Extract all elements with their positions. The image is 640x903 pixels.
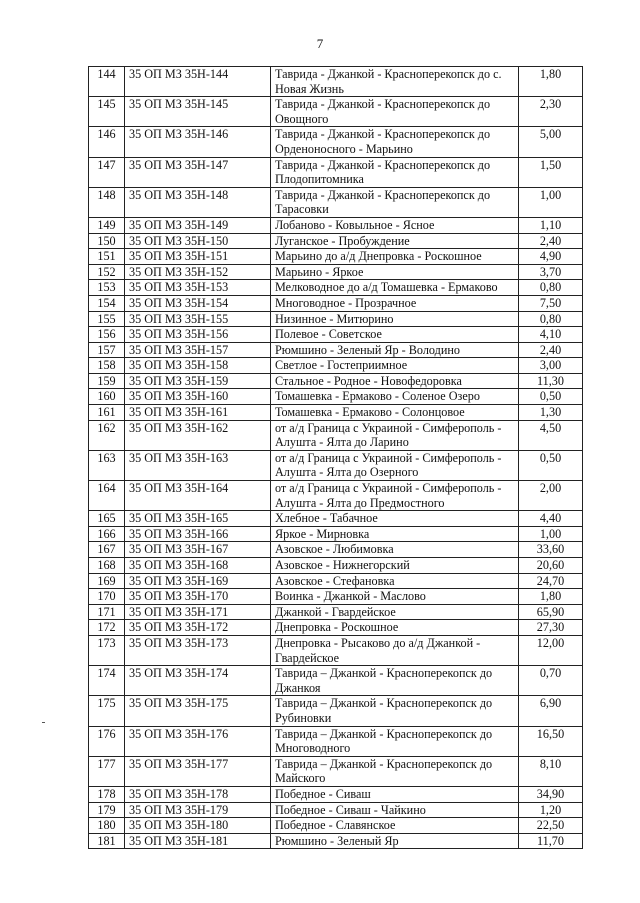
page-number: 7 (316, 36, 324, 51)
table-row (89, 389, 583, 405)
road-length-cell: 1,80 (519, 67, 583, 97)
row-number-cell: 181 (89, 833, 125, 849)
road-name-cell: Таврида - Джанкой - Красноперекопск до Плодопитомника (271, 157, 519, 187)
row-number-cell: 155 (89, 311, 125, 327)
table-row (89, 373, 583, 389)
road-length-cell: 3,00 (519, 358, 583, 374)
road-name-cell: Днепровка - Роскошное (271, 620, 519, 636)
row-number-cell: 147 (89, 157, 125, 187)
road-name-cell: Таврида – Джанкой - Красноперекопск до Многоводного (271, 726, 519, 756)
road-name-cell: Победное - Славянское (271, 818, 519, 834)
table-row (89, 802, 583, 818)
table-row (89, 311, 583, 327)
road-code-cell: 35 ОП МЗ 35Н-156 (125, 327, 271, 343)
road-length-cell: 4,40 (519, 511, 583, 527)
road-code-cell: 35 ОП МЗ 35Н-166 (125, 526, 271, 542)
road-code-cell: 35 ОП МЗ 35Н-158 (125, 358, 271, 374)
road-code-cell: 35 ОП МЗ 35Н-144 (125, 67, 271, 97)
table-row (89, 295, 583, 311)
road-length-cell: 4,90 (519, 249, 583, 265)
table-row (89, 696, 583, 726)
road-code-cell: 35 ОП МЗ 35Н-172 (125, 620, 271, 636)
row-number-cell: 159 (89, 373, 125, 389)
road-code-cell: 35 ОП МЗ 35Н-157 (125, 342, 271, 358)
road-code-cell: 35 ОП МЗ 35Н-153 (125, 280, 271, 296)
row-number-cell: 156 (89, 327, 125, 343)
road-name-cell: Луганское - Пробуждение (271, 233, 519, 249)
row-number-cell: 152 (89, 264, 125, 280)
road-name-cell: Таврида - Джанкой - Красноперекопск до с. Новая Жизнь (271, 67, 519, 97)
road-name-cell: Многоводное - Прозрачное (271, 295, 519, 311)
road-code-cell: 35 ОП МЗ 35Н-151 (125, 249, 271, 265)
road-code-cell: 35 ОП МЗ 35Н-159 (125, 373, 271, 389)
table-row (89, 157, 583, 187)
road-length-cell: 7,50 (519, 295, 583, 311)
row-number-cell: 144 (89, 67, 125, 97)
road-length-cell: 3,70 (519, 264, 583, 280)
road-name-cell: Рюмшино - Зеленый Яр (271, 833, 519, 849)
road-code-cell: 35 ОП МЗ 35Н-152 (125, 264, 271, 280)
road-code-cell: 35 ОП МЗ 35Н-179 (125, 802, 271, 818)
road-code-cell: 35 ОП МЗ 35Н-162 (125, 420, 271, 450)
road-code-cell: 35 ОП МЗ 35Н-177 (125, 756, 271, 786)
row-number-cell: 145 (89, 97, 125, 127)
road-length-cell: 16,50 (519, 726, 583, 756)
road-name-cell: Таврида – Джанкой - Красноперекопск до Майского (271, 756, 519, 786)
road-name-cell: от а/д Граница с Украиной - Симферополь - Алушта - Ялта до Озерного (271, 450, 519, 480)
road-code-cell: 35 ОП МЗ 35Н-150 (125, 233, 271, 249)
road-code-cell: 35 ОП МЗ 35Н-155 (125, 311, 271, 327)
road-code-cell: 35 ОП МЗ 35Н-148 (125, 187, 271, 217)
road-name-cell: Марьино до а/д Днепровка - Роскошное (271, 249, 519, 265)
road-name-cell: Джанкой - Гвардейское (271, 604, 519, 620)
road-name-cell: Победное - Сиваш - Чайкино (271, 802, 519, 818)
road-name-cell: Марьино - Яркое (271, 264, 519, 280)
road-length-cell: 24,70 (519, 573, 583, 589)
road-length-cell: 8,10 (519, 756, 583, 786)
table-row (89, 481, 583, 511)
row-number-cell: 162 (89, 420, 125, 450)
table-row (89, 635, 583, 665)
road-name-cell: Полевое - Советское (271, 327, 519, 343)
table-row (89, 818, 583, 834)
road-length-cell: 5,00 (519, 127, 583, 157)
road-code-cell: 35 ОП МЗ 35Н-167 (125, 542, 271, 558)
row-number-cell: 154 (89, 295, 125, 311)
road-code-cell: 35 ОП МЗ 35Н-170 (125, 589, 271, 605)
scan-speck (42, 722, 45, 723)
table-row (89, 511, 583, 527)
road-name-cell: Азовское - Стефановка (271, 573, 519, 589)
table-row (89, 726, 583, 756)
road-code-cell: 35 ОП МЗ 35Н-161 (125, 405, 271, 421)
road-name-cell: Таврида – Джанкой - Красноперекопск до Рубиновки (271, 696, 519, 726)
roads-table-body (89, 67, 583, 849)
table-row (89, 786, 583, 802)
row-number-cell: 172 (89, 620, 125, 636)
table-row (89, 405, 583, 421)
road-length-cell: 1,50 (519, 157, 583, 187)
road-length-cell: 2,00 (519, 481, 583, 511)
road-length-cell: 11,30 (519, 373, 583, 389)
road-code-cell: 35 ОП МЗ 35Н-173 (125, 635, 271, 665)
road-code-cell: 35 ОП МЗ 35Н-149 (125, 217, 271, 233)
table-row (89, 450, 583, 480)
table-row (89, 558, 583, 574)
table-row (89, 233, 583, 249)
road-code-cell: 35 ОП МЗ 35Н-169 (125, 573, 271, 589)
table-row (89, 420, 583, 450)
row-number-cell: 157 (89, 342, 125, 358)
road-code-cell: 35 ОП МЗ 35Н-160 (125, 389, 271, 405)
table-row (89, 67, 583, 97)
row-number-cell: 161 (89, 405, 125, 421)
road-name-cell: Победное - Сиваш (271, 786, 519, 802)
road-name-cell: Днепровка - Рысаково до а/д Джанкой - Гвардейское (271, 635, 519, 665)
road-length-cell: 1,00 (519, 526, 583, 542)
road-code-cell: 35 ОП МЗ 35Н-174 (125, 666, 271, 696)
road-code-cell: 35 ОП МЗ 35Н-171 (125, 604, 271, 620)
row-number-cell: 175 (89, 696, 125, 726)
road-length-cell: 0,50 (519, 389, 583, 405)
road-code-cell: 35 ОП МЗ 35Н-165 (125, 511, 271, 527)
row-number-cell: 158 (89, 358, 125, 374)
road-length-cell: 1,10 (519, 217, 583, 233)
table-row (89, 756, 583, 786)
road-length-cell: 1,00 (519, 187, 583, 217)
road-name-cell: Яркое - Мирновка (271, 526, 519, 542)
row-number-cell: 166 (89, 526, 125, 542)
road-name-cell: Низинное - Митюрино (271, 311, 519, 327)
row-number-cell: 168 (89, 558, 125, 574)
road-length-cell: 22,50 (519, 818, 583, 834)
table-row (89, 97, 583, 127)
road-length-cell: 2,40 (519, 233, 583, 249)
road-length-cell: 0,80 (519, 280, 583, 296)
row-number-cell: 171 (89, 604, 125, 620)
table-row (89, 620, 583, 636)
table-row (89, 342, 583, 358)
road-name-cell: Таврида – Джанкой - Красноперекопск до Джанкоя (271, 666, 519, 696)
road-name-cell: Азовское - Нижнегорский (271, 558, 519, 574)
road-length-cell: 20,60 (519, 558, 583, 574)
road-code-cell: 35 ОП МЗ 35Н-164 (125, 481, 271, 511)
road-code-cell: 35 ОП МЗ 35Н-180 (125, 818, 271, 834)
road-length-cell: 6,90 (519, 696, 583, 726)
row-number-cell: 153 (89, 280, 125, 296)
road-length-cell: 2,30 (519, 97, 583, 127)
row-number-cell: 149 (89, 217, 125, 233)
road-name-cell: Светлое - Гостеприимное (271, 358, 519, 374)
road-code-cell: 35 ОП МЗ 35Н-175 (125, 696, 271, 726)
table-row (89, 666, 583, 696)
road-code-cell: 35 ОП МЗ 35Н-178 (125, 786, 271, 802)
road-length-cell: 4,50 (519, 420, 583, 450)
row-number-cell: 177 (89, 756, 125, 786)
road-length-cell: 65,90 (519, 604, 583, 620)
row-number-cell: 165 (89, 511, 125, 527)
roads-table (88, 66, 583, 849)
road-length-cell: 2,40 (519, 342, 583, 358)
table-row (89, 604, 583, 620)
road-length-cell: 11,70 (519, 833, 583, 849)
road-name-cell: Стальное - Родное - Новофедоровка (271, 373, 519, 389)
road-name-cell: Таврида - Джанкой - Красноперекопск до Орденоносного - Марьино (271, 127, 519, 157)
row-number-cell: 164 (89, 481, 125, 511)
road-length-cell: 12,00 (519, 635, 583, 665)
road-name-cell: Таврида - Джанкой - Красноперекопск до Тарасовки (271, 187, 519, 217)
row-number-cell: 178 (89, 786, 125, 802)
road-length-cell: 4,10 (519, 327, 583, 343)
row-number-cell: 169 (89, 573, 125, 589)
road-code-cell: 35 ОП МЗ 35Н-145 (125, 97, 271, 127)
road-code-cell: 35 ОП МЗ 35Н-168 (125, 558, 271, 574)
table-row (89, 327, 583, 343)
table-row (89, 526, 583, 542)
row-number-cell: 148 (89, 187, 125, 217)
table-row (89, 542, 583, 558)
road-length-cell: 0,80 (519, 311, 583, 327)
road-length-cell: 0,70 (519, 666, 583, 696)
table-row (89, 589, 583, 605)
road-name-cell: Мелководное до а/д Томашевка - Ермаково (271, 280, 519, 296)
road-code-cell: 35 ОП МЗ 35Н-181 (125, 833, 271, 849)
row-number-cell: 146 (89, 127, 125, 157)
row-number-cell: 174 (89, 666, 125, 696)
road-length-cell: 1,80 (519, 589, 583, 605)
road-length-cell: 33,60 (519, 542, 583, 558)
row-number-cell: 176 (89, 726, 125, 756)
row-number-cell: 167 (89, 542, 125, 558)
row-number-cell: 180 (89, 818, 125, 834)
road-name-cell: от а/д Граница с Украиной - Симферополь - Алушта - Ялта до Предмостного (271, 481, 519, 511)
table-row (89, 573, 583, 589)
road-code-cell: 35 ОП МЗ 35Н-147 (125, 157, 271, 187)
road-length-cell: 1,30 (519, 405, 583, 421)
road-length-cell: 27,30 (519, 620, 583, 636)
table-row (89, 264, 583, 280)
row-number-cell: 151 (89, 249, 125, 265)
table-row (89, 217, 583, 233)
table-row (89, 833, 583, 849)
table-row (89, 127, 583, 157)
row-number-cell: 163 (89, 450, 125, 480)
table-row (89, 249, 583, 265)
road-name-cell: Рюмшино - Зеленый Яр - Володино (271, 342, 519, 358)
row-number-cell: 150 (89, 233, 125, 249)
road-code-cell: 35 ОП МЗ 35Н-146 (125, 127, 271, 157)
road-name-cell: Воинка - Джанкой - Маслово (271, 589, 519, 605)
road-code-cell: 35 ОП МЗ 35Н-163 (125, 450, 271, 480)
road-name-cell: от а/д Граница с Украиной - Симферополь - Алушта - Ялта до Ларино (271, 420, 519, 450)
road-name-cell: Томашевка - Ермаково - Солонцовое (271, 405, 519, 421)
road-name-cell: Азовское - Любимовка (271, 542, 519, 558)
table-row (89, 280, 583, 296)
row-number-cell: 179 (89, 802, 125, 818)
road-name-cell: Томашевка - Ермаково - Соленое Озеро (271, 389, 519, 405)
road-name-cell: Таврида - Джанкой - Красноперекопск до Овощного (271, 97, 519, 127)
road-length-cell: 34,90 (519, 786, 583, 802)
road-name-cell: Лобаново - Ковыльное - Ясное (271, 217, 519, 233)
row-number-cell: 160 (89, 389, 125, 405)
road-length-cell: 1,20 (519, 802, 583, 818)
road-name-cell: Хлебное - Табачное (271, 511, 519, 527)
row-number-cell: 170 (89, 589, 125, 605)
table-row (89, 187, 583, 217)
road-code-cell: 35 ОП МЗ 35Н-154 (125, 295, 271, 311)
row-number-cell: 173 (89, 635, 125, 665)
road-code-cell: 35 ОП МЗ 35Н-176 (125, 726, 271, 756)
table-row (89, 358, 583, 374)
road-length-cell: 0,50 (519, 450, 583, 480)
